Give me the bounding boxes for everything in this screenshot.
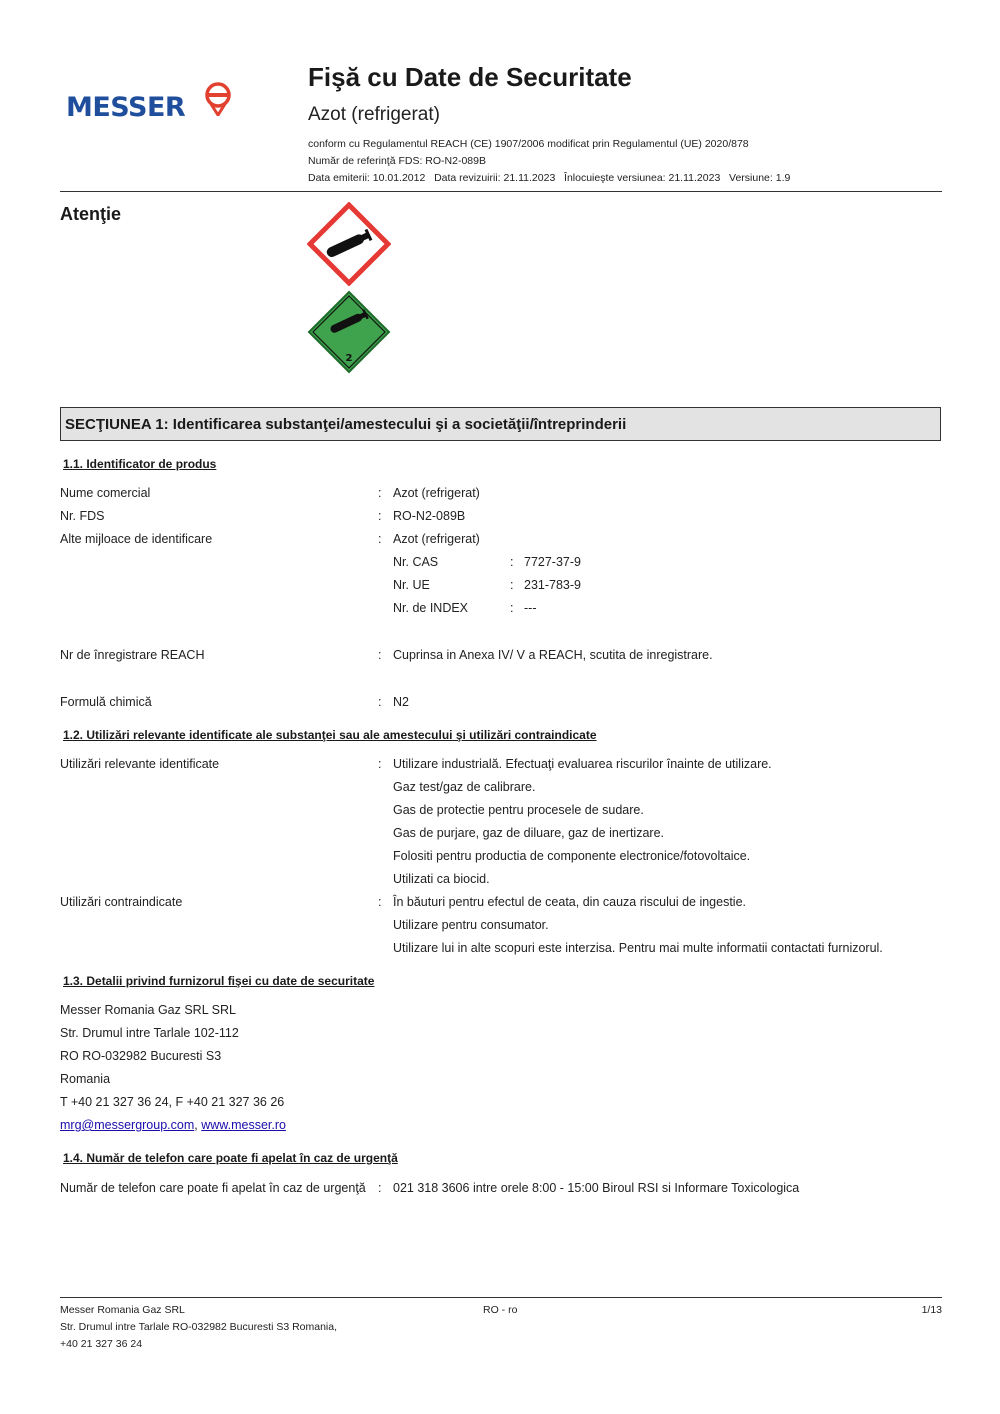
section-1-title: SECŢIUNEA 1: Identificarea substanţei/amestecului şi a societăţii/întreprinderii	[65, 416, 627, 433]
messer-logo-mark-icon	[203, 82, 233, 116]
cas-label: Nr. CAS	[393, 555, 439, 569]
emergency-phone-label: Număr de telefon care poate fi apelat în caz de urgenţă	[60, 1181, 366, 1195]
subsection-1-1-title: 1.1. Identificator de produs	[63, 457, 217, 471]
colon: :	[378, 695, 382, 709]
header-divider	[60, 191, 942, 192]
email-link[interactable]: mrg@messergroup.com	[60, 1118, 195, 1132]
colon: :	[510, 578, 514, 592]
sds-number-label: Nr. FDS	[60, 509, 105, 523]
adr-class-number: 2	[345, 353, 353, 364]
footer-address: Str. Drumul intre Tarlale RO-032982 Bucuresti S3 Romania,	[60, 1321, 338, 1333]
reach-registration-value: Cuprinsa in Anexa IV/ V a REACH, scutita de inregistrare.	[393, 648, 713, 662]
supplier-line: Romania	[60, 1072, 111, 1086]
colon: :	[378, 757, 382, 771]
contraindicated-use-item: Utilizare lui in alte scopuri este interzisa. Pentru mai multe informatii contactati furnizorul.	[393, 941, 883, 955]
footer-language: RO - ro	[483, 1304, 518, 1316]
footer-phone: +40 21 327 36 24	[60, 1338, 143, 1350]
footer-company: Messer Romania Gaz SRL	[60, 1304, 185, 1316]
relevant-use-item: Utilizare industrială. Efectuaţi evaluarea riscurilor înainte de utilizare.	[393, 757, 772, 771]
supplier-contact-links	[60, 1118, 286, 1132]
emergency-phone-value: 021 318 3606 intre orele 8:00 - 15:00 Biroul RSI si Informare Toxicologica	[393, 1181, 800, 1195]
colon: :	[378, 648, 382, 662]
ghs04-gas-cylinder-icon	[307, 202, 391, 286]
colon: :	[510, 601, 514, 615]
relevant-use-item: Gas de protectie pentru procesele de sudare.	[393, 803, 644, 817]
chemical-formula-label: Formulă chimică	[60, 695, 152, 709]
adr-class-2-2-label-icon	[307, 290, 391, 374]
other-identifiers-value: Azot (refrigerat)	[393, 532, 480, 546]
supplier-line: Messer Romania Gaz SRL SRL	[60, 1003, 236, 1017]
colon: :	[378, 1181, 382, 1195]
signal-word: Atenţie	[60, 204, 122, 224]
website-link[interactable]: www.messer.ro	[201, 1118, 286, 1132]
other-identifiers-label: Alte mijloace de identificare	[60, 532, 213, 546]
dates-line: Data emiterii: 10.01.2012 Data revizuirii: 21.11.2023 Înlocuieşte versiunea: 21.11.2023 Versiune: 1.9	[308, 172, 791, 184]
index-label: Nr. de INDEX	[393, 601, 469, 615]
colon: :	[510, 555, 514, 569]
reach-registration-label: Nr de înregistrare REACH	[60, 648, 205, 662]
regulation-line: conform cu Regulamentul REACH (CE) 1907/2006 modificat prin Regulamentul (UE) 2020/878	[308, 138, 749, 150]
footer-page-number: 1/13	[921, 1304, 942, 1316]
colon: :	[378, 895, 382, 909]
product-name: Azot (refrigerat)	[308, 104, 440, 125]
contraindicated-use-item: În băuturi pentru efectul de ceata, din cauza riscului de ingestie.	[393, 895, 746, 909]
colon: :	[378, 509, 382, 523]
document-title: Fişă cu Date de Securitate	[308, 62, 632, 92]
logo-text: MESSER	[66, 92, 186, 123]
link-separator: ,	[194, 1118, 202, 1132]
supplier-line: Str. Drumul intre Tarlale 102-112	[60, 1026, 239, 1040]
reference-line: Număr de referinţă FDS: RO-N2-089B	[308, 155, 486, 167]
cas-value: 7727-37-9	[524, 555, 581, 569]
relevant-use-item: Gaz test/gaz de calibrare.	[393, 780, 536, 794]
relevant-use-item: Gas de purjare, gaz de diluare, gaz de inertizare.	[393, 826, 664, 840]
trade-name-value: Azot (refrigerat)	[393, 486, 480, 500]
subsection-1-4-title: 1.4. Număr de telefon care poate fi apelat în caz de urgenţă	[63, 1151, 398, 1165]
ec-label: Nr. UE	[393, 578, 430, 592]
relevant-use-item: Utilizati ca biocid.	[393, 872, 490, 886]
relevant-use-item: Folositi pentru productia de componente electronice/fotovoltaice.	[393, 849, 751, 863]
sds-number-value: RO-N2-089B	[393, 509, 466, 523]
footer-divider	[60, 1297, 942, 1298]
contraindicated-use-item: Utilizare pentru consumator.	[393, 918, 549, 932]
relevant-uses-label: Utilizări relevante identificate	[60, 757, 220, 771]
subsection-1-2-title: 1.2. Utilizări relevante identificate ale substanţei sau ale amestecului şi utilizări contraindicate	[63, 728, 597, 742]
supplier-line: T +40 21 327 36 24, F +40 21 327 36 26	[60, 1095, 285, 1109]
colon: :	[378, 486, 382, 500]
subsection-1-3-title: 1.3. Detalii privind furnizorul fişei cu date de securitate	[63, 974, 375, 988]
chemical-formula-value: N2	[393, 695, 409, 709]
index-value: ---	[524, 601, 537, 615]
ec-value: 231-783-9	[524, 578, 581, 592]
messer-logo	[66, 82, 236, 122]
section-1-header	[60, 407, 941, 441]
contraindicated-uses-label: Utilizări contraindicate	[60, 895, 183, 909]
trade-name-label: Nume comercial	[60, 486, 151, 500]
supplier-line: RO RO-032982 Bucuresti S3	[60, 1049, 222, 1063]
colon: :	[378, 532, 382, 546]
